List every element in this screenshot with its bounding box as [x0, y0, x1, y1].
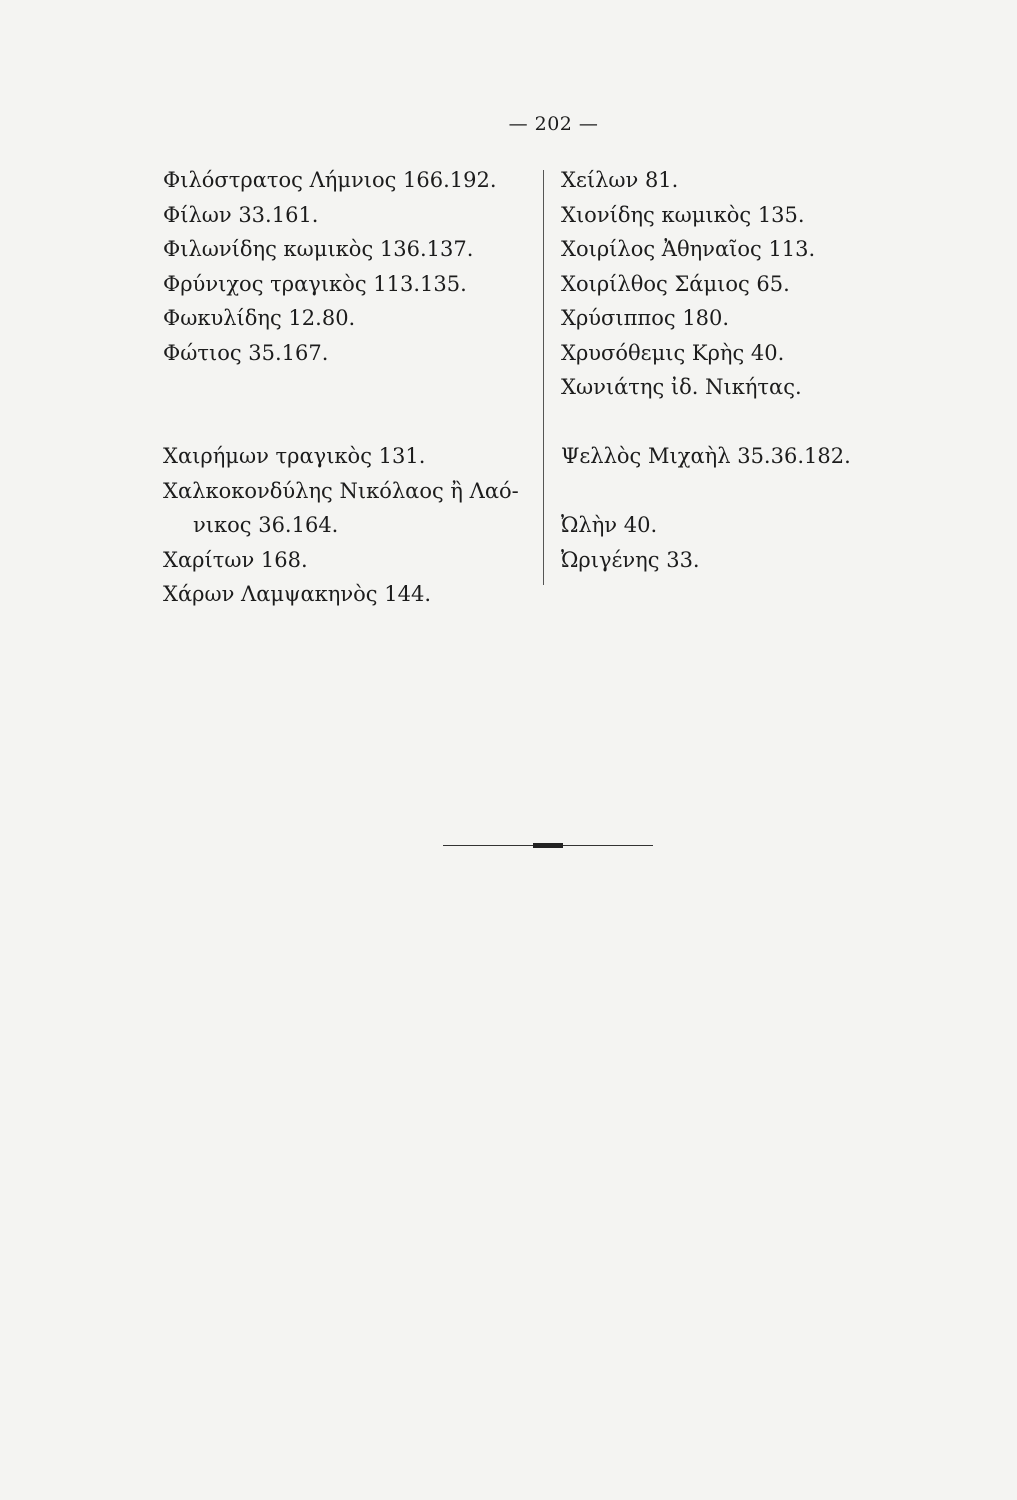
group-spacer	[561, 474, 891, 509]
page-number: — 202 —	[508, 113, 599, 135]
index-entry: Χαλκοκονδύλης Νικόλαος ἢ Λαό-	[163, 478, 519, 503]
index-entry: Χωνιάτης ἰδ. Νικήτας.	[561, 375, 802, 399]
index-entry: Φιλωνίδης κωμικὸς 136.137.	[163, 237, 474, 261]
index-entry: Φρύνιχος τραγικὸς 113.135.	[163, 271, 467, 296]
column-divider	[543, 170, 544, 585]
index-entry: Φωκυλίδης 12.80.	[163, 306, 356, 330]
ornament-bar	[533, 843, 563, 848]
index-entry-continuation: νικος 36.164.	[193, 513, 339, 537]
group-spacer	[163, 370, 541, 405]
group-spacer	[561, 405, 891, 440]
index-entry: Χαρίτων 168.	[163, 547, 308, 572]
index-entry: Χρυσόθεμις Κρὴς 40.	[561, 340, 785, 365]
index-entry: Ψελλὸς Μιχαὴλ 35.36.182.	[561, 444, 851, 468]
index-entry: Φώτιος 35.167.	[163, 340, 329, 365]
index-entry: Φιλόστρατος Λήμνιος 166.192.	[163, 168, 497, 192]
index-right-column	[561, 163, 891, 577]
index-entry: Χοιρίλθος Σάμιος 65.	[561, 271, 790, 296]
index-entry: Χάρων Λαμψακηνὸς 144.	[163, 582, 431, 606]
group-spacer	[163, 405, 541, 440]
index-entry: Χείλων 81.	[561, 168, 679, 192]
index-entry: Ὠλὴν 40.	[561, 513, 658, 537]
index-entry: Ὠριγένης 33.	[561, 547, 700, 572]
index-entry: Χιονίδης κωμικὸς 135.	[561, 202, 805, 227]
end-ornament	[443, 841, 653, 851]
index-entry: Φίλων 33.161.	[163, 202, 319, 227]
index-entry: Χαιρήμων τραγικὸς 131.	[163, 444, 426, 468]
index-entry: Χρύσιππος 180.	[561, 306, 730, 330]
index-entry: Χοιρίλος Ἀθηναῖος 113.	[561, 237, 816, 261]
index-left-column	[163, 163, 541, 612]
